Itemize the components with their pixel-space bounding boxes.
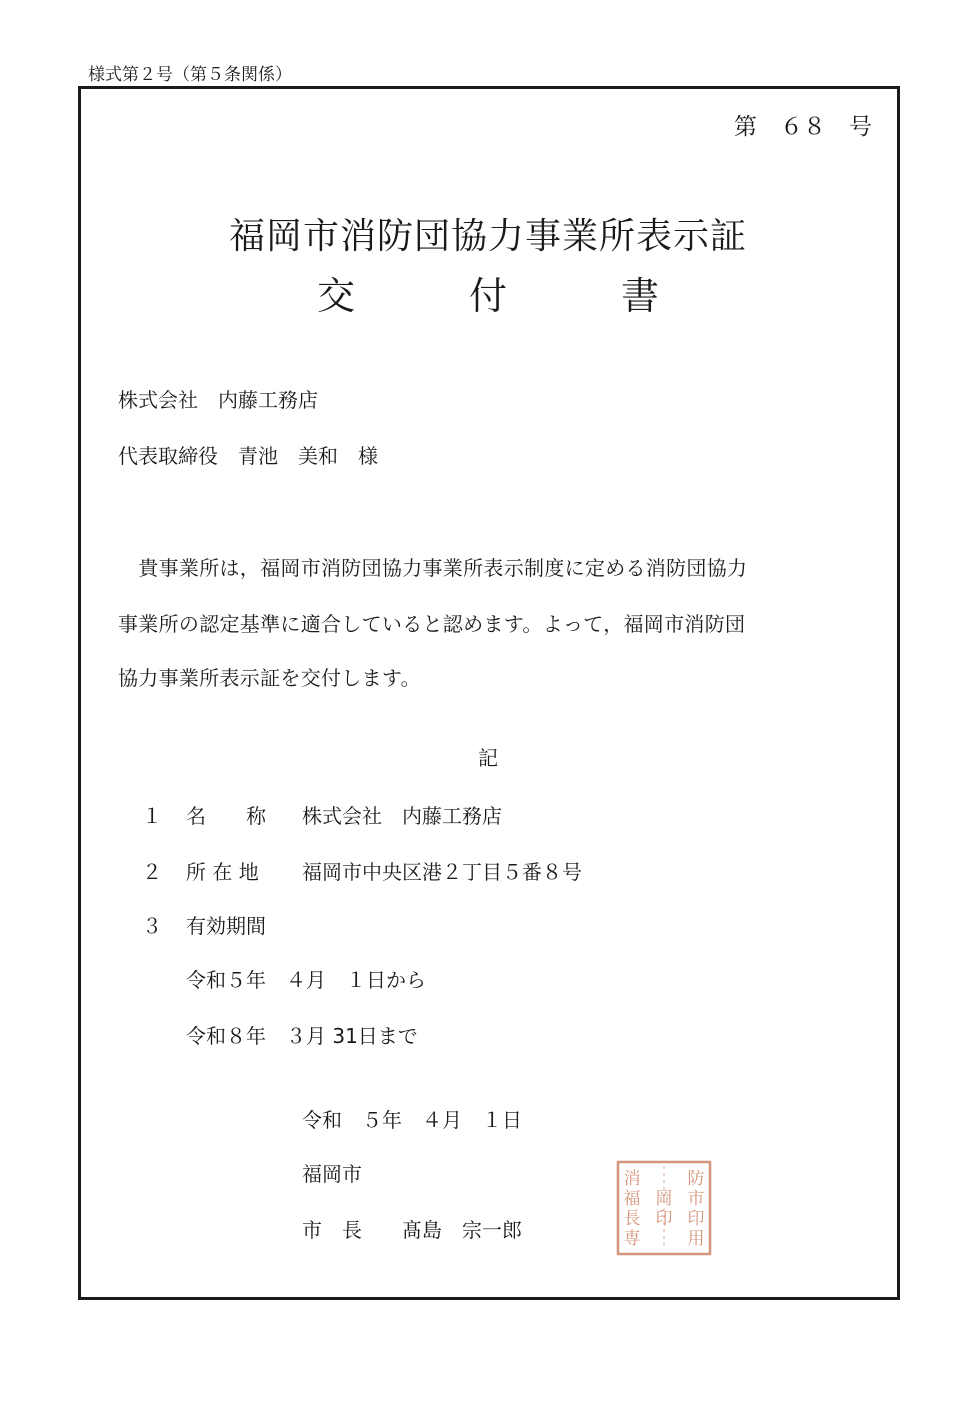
item-2-value: 福岡市中央区港２丁目５番８号	[302, 860, 582, 884]
ki-heading: 記	[478, 746, 498, 770]
seal-char: 市	[687, 1189, 705, 1209]
body-line-2: 事業所の認定基準に適合していると認めます。よって，福岡市消防団	[118, 612, 746, 636]
seal-char: 印	[687, 1209, 705, 1229]
recipient-company: 株式会社 内藤工務店	[118, 388, 318, 412]
item-3-label: 有効期間	[186, 914, 266, 938]
issuer-mayor: 市 長 髙島 宗一郎	[302, 1218, 522, 1242]
period-to: 令和８年 ３月 31日まで	[186, 1024, 418, 1048]
seal-char: 用	[687, 1229, 705, 1249]
document-title: 福岡市消防団協力事業所表示証	[228, 216, 747, 257]
seal-char: 岡	[655, 1189, 673, 1209]
recipient-representative: 代表取締役 青池 美和 様	[118, 444, 378, 468]
item-1-label: 名 称	[186, 804, 266, 828]
body-line-1: 貴事業所は，福岡市消防団協力事業所表示制度に定める消防団協力	[118, 556, 748, 580]
official-seal	[614, 1158, 714, 1258]
seal-char: 防	[687, 1169, 705, 1189]
form-label: 様式第２号（第５条関係）	[88, 65, 292, 85]
item-1-value: 株式会社 内藤工務店	[302, 804, 502, 828]
seal-char: 福	[623, 1189, 641, 1209]
item-2-number: ２	[142, 860, 162, 884]
period-from: 令和５年 ４月 １日から	[186, 968, 426, 992]
issuer-city: 福岡市	[302, 1162, 362, 1186]
document-number: 第 ６８ 号	[734, 114, 872, 140]
item-1-number: １	[142, 804, 162, 828]
item-3-number: ３	[142, 914, 162, 938]
document-subtitle: 交 付 書	[316, 274, 659, 318]
seal-char: 長	[623, 1209, 641, 1229]
seal-char: 消	[623, 1169, 641, 1189]
body-line-3: 協力事業所表示証を交付します。	[118, 666, 421, 690]
item-2-label: 所 在 地	[186, 860, 259, 884]
issue-date: 令和 ５年 ４月 １日	[302, 1108, 522, 1132]
seal-char: 専	[623, 1229, 641, 1249]
seal-char: 印	[655, 1209, 673, 1229]
